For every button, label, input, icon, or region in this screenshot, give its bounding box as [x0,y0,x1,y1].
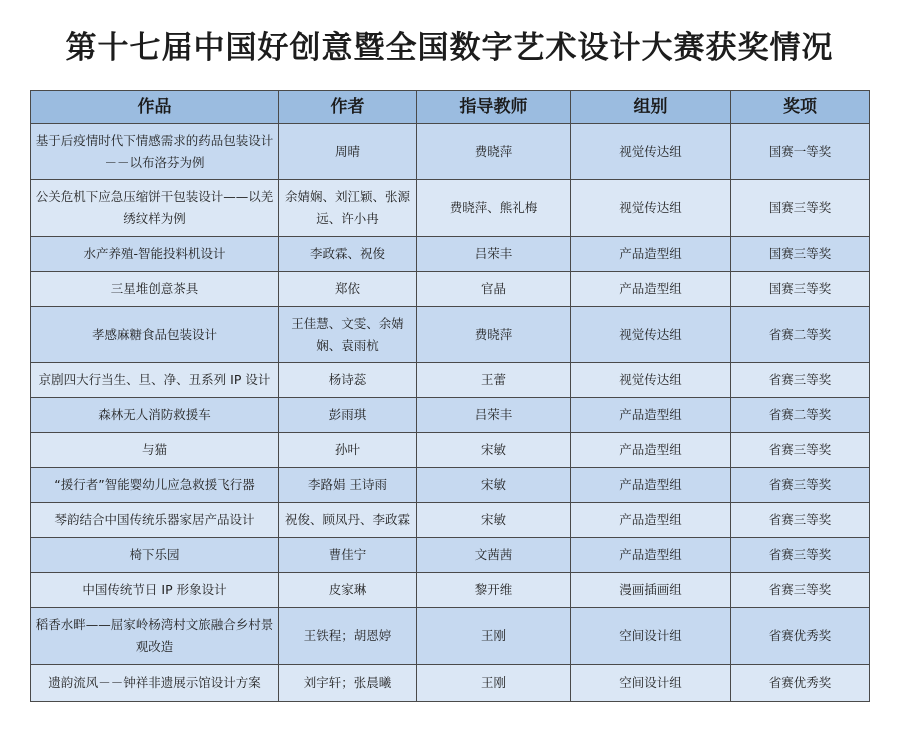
author-cell: 李路娟 王诗雨 [279,468,417,503]
column-header-award: 奖项 [731,91,870,124]
work-cell: 基于后疫情时代下情感需求的药品包装设计－－以布洛芬为例 [31,124,279,180]
work-cell: 遗韵流风－－钟祥非遗展示馆设计方案 [31,665,279,702]
award-cell: 省赛三等奖 [731,433,870,468]
author-cell: 彭雨琪 [279,398,417,433]
group-cell: 产品造型组 [571,272,731,307]
group-cell: 产品造型组 [571,468,731,503]
group-cell: 空间设计组 [571,608,731,665]
group-cell: 视觉传达组 [571,307,731,363]
author-cell: 杨诗蕊 [279,363,417,398]
group-cell: 产品造型组 [571,398,731,433]
advisor-cell: 吕荣丰 [417,237,571,272]
award-cell: 国赛一等奖 [731,124,870,180]
table-row [31,665,870,702]
award-cell: 省赛二等奖 [731,398,870,433]
award-cell: 省赛二等奖 [731,307,870,363]
awards-table [30,90,870,702]
author-cell: 皮家琳 [279,573,417,608]
work-cell: 椅下乐园 [31,538,279,573]
group-cell: 视觉传达组 [571,124,731,180]
award-cell: 省赛三等奖 [731,573,870,608]
table-row [31,124,870,180]
author-cell: 周晴 [279,124,417,180]
work-cell: 京剧四大行当生、旦、净、丑系列 IP 设计 [31,363,279,398]
award-cell: 省赛三等奖 [731,363,870,398]
table-row [31,237,870,272]
column-header-author: 作者 [279,91,417,124]
work-cell: 中国传统节日 IP 形象设计 [31,573,279,608]
table-row [31,573,870,608]
award-cell: 省赛三等奖 [731,503,870,538]
group-cell: 漫画插画组 [571,573,731,608]
award-cell: 省赛优秀奖 [731,608,870,665]
table-row [31,398,870,433]
work-cell: 公关危机下应急压缩饼干包装设计——以羌绣纹样为例 [31,180,279,237]
author-cell: 李政霖、祝俊 [279,237,417,272]
advisor-cell: 王刚 [417,665,571,702]
work-cell: 孝感麻糖食品包装设计 [31,307,279,363]
award-cell: 省赛三等奖 [731,538,870,573]
advisor-cell: 宋敏 [417,468,571,503]
group-cell: 产品造型组 [571,237,731,272]
advisor-cell: 费晓萍 [417,307,571,363]
advisor-cell: 文茜茜 [417,538,571,573]
work-cell: 稻香水畔——屈家岭杨湾村文旅融合乡村景观改造 [31,608,279,665]
advisor-cell: 宋敏 [417,433,571,468]
group-cell: 产品造型组 [571,538,731,573]
advisor-cell: 黎开维 [417,573,571,608]
group-cell: 空间设计组 [571,665,731,702]
author-cell: 郑依 [279,272,417,307]
work-cell: 森林无人消防救援车 [31,398,279,433]
advisor-cell: 王蕾 [417,363,571,398]
award-cell: 国赛三等奖 [731,272,870,307]
advisor-cell: 费晓萍、熊礼梅 [417,180,571,237]
group-cell: 视觉传达组 [571,363,731,398]
advisor-cell: 吕荣丰 [417,398,571,433]
work-cell: 三星堆创意茶具 [31,272,279,307]
table-row [31,180,870,237]
award-cell: 省赛三等奖 [731,468,870,503]
table-row [31,468,870,503]
table-header-row [31,91,870,124]
advisor-cell: 费晓萍 [417,124,571,180]
author-cell: 曹佳宁 [279,538,417,573]
award-cell: 国赛三等奖 [731,237,870,272]
advisor-cell: 官晶 [417,272,571,307]
award-cell: 省赛优秀奖 [731,665,870,702]
author-cell: 余婧娴、刘江颖、张源远、许小冉 [279,180,417,237]
table-row [31,433,870,468]
author-cell: 王铁程；胡恩婷 [279,608,417,665]
column-header-group: 组别 [571,91,731,124]
table-row [31,363,870,398]
author-cell: 祝俊、顾凤丹、李政霖 [279,503,417,538]
group-cell: 产品造型组 [571,433,731,468]
column-header-advisor: 指导教师 [417,91,571,124]
table-row [31,307,870,363]
group-cell: 视觉传达组 [571,180,731,237]
table-row [31,538,870,573]
page-title: 第十七届中国好创意暨全国数字艺术设计大赛获奖情况 [65,30,834,66]
work-cell: 水产养殖-智能投料机设计 [31,237,279,272]
author-cell: 孙叶 [279,433,417,468]
column-header-work: 作品 [31,91,279,124]
work-cell: 与猫 [31,433,279,468]
advisor-cell: 王刚 [417,608,571,665]
work-cell: 琴韵结合中国传统乐器家居产品设计 [31,503,279,538]
author-cell: 刘宇轩；张晨曦 [279,665,417,702]
table-row [31,503,870,538]
author-cell: 王佳慧、文雯、余婧娴、袁雨杭 [279,307,417,363]
group-cell: 产品造型组 [571,503,731,538]
work-cell: “援行者”智能婴幼儿应急救援飞行器 [31,468,279,503]
advisor-cell: 宋敏 [417,503,571,538]
award-cell: 国赛三等奖 [731,180,870,237]
table-row [31,272,870,307]
table-row [31,608,870,665]
